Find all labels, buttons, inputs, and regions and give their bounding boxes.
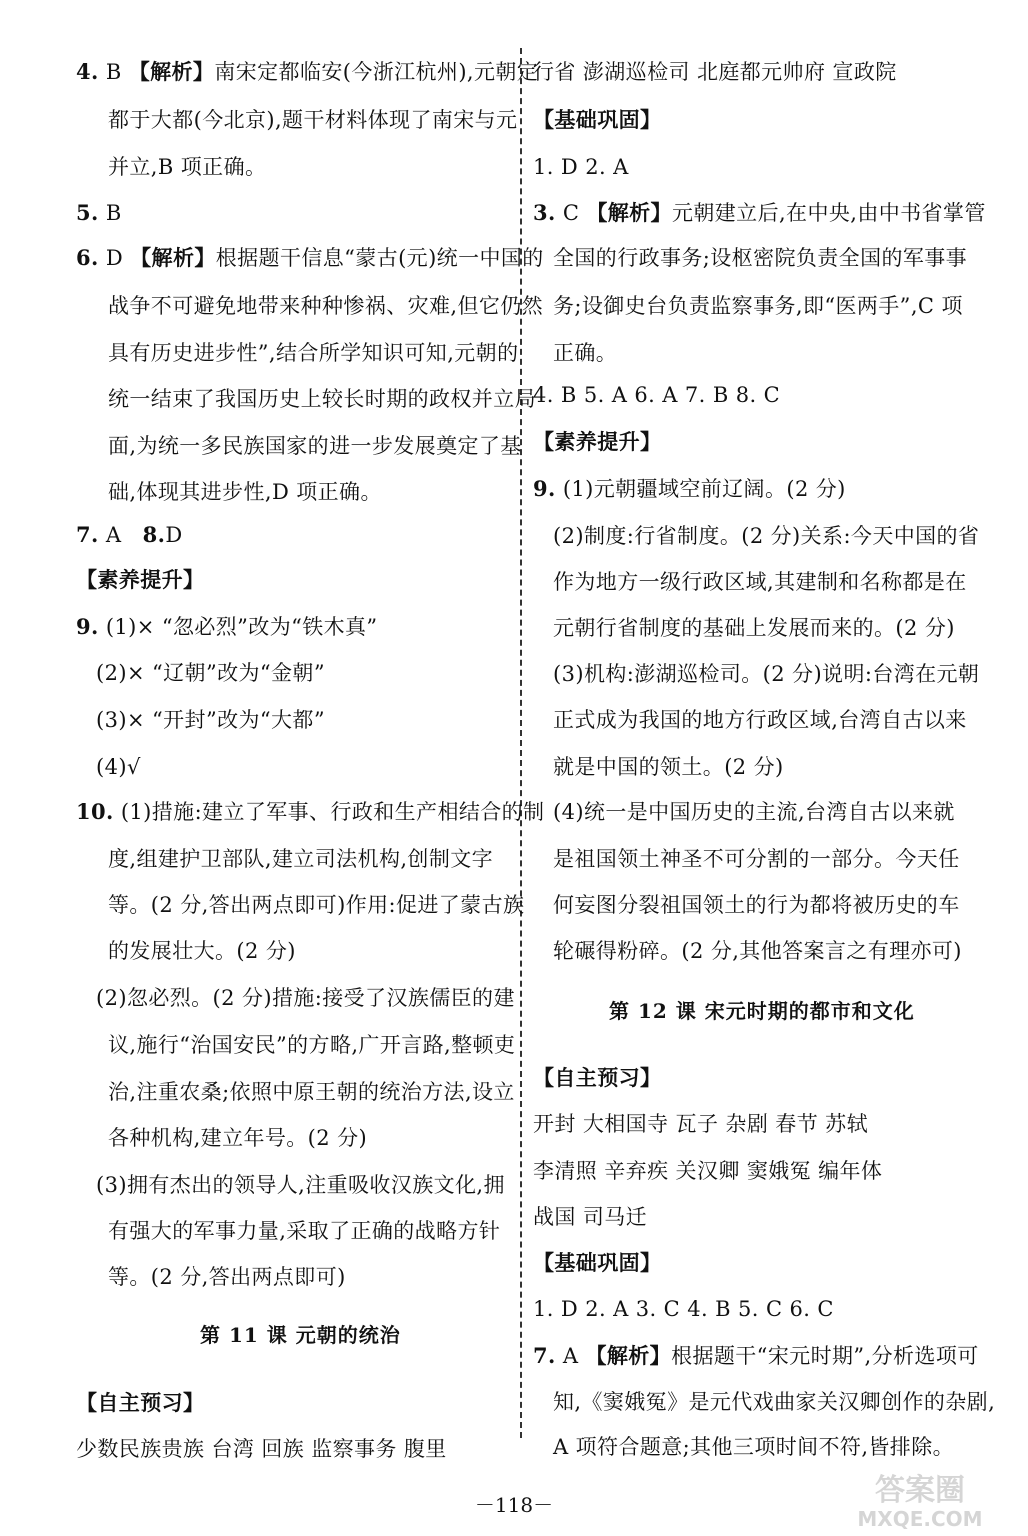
lesson-11-title: 第 11 课 元朝的统治 — [200, 1323, 401, 1347]
q7-line-2: 知,《窦娥冤》是元代戏曲家关汉卿创作的杂剧, — [553, 1390, 996, 1414]
q5-line — [76, 198, 122, 228]
q3-line-1 — [533, 198, 986, 228]
q9-item-1: (1)× “忽必烈”改为“铁木真” — [105, 615, 378, 639]
q10-line-6: 议,施行“治国安民”的方略,广开言路,整顿吏 — [108, 1033, 516, 1057]
section-heading: 【基础巩固】 — [533, 107, 662, 132]
q10-line-11: 等。(2 分,答出两点即可) — [108, 1265, 346, 1289]
q9-item-1: (1)元朝疆域空前辽阔。(2 分) — [562, 477, 846, 501]
q9-line-11: 轮碾得粉碎。(2 分,其他答案言之有理亦可) — [553, 939, 962, 963]
q7-line-3: A 项符合题意;其他三项时间不符,皆排除。 — [553, 1435, 954, 1459]
q10-line-4: 的发展壮大。(2 分) — [108, 939, 296, 963]
q9-item-4: (4)√ — [96, 755, 141, 779]
lesson-12-title: 第 12 课 宋元时期的都市和文化 — [609, 999, 915, 1023]
q5-number: 5. — [76, 200, 99, 225]
q3-line-4: 正确。 — [553, 341, 618, 365]
q7-answer: A — [105, 523, 122, 547]
preview-11-continued: 行省 澎湖巡检司 北庭都元帅府 宣政院 — [533, 60, 897, 84]
q10-text: (1)措施:建立了军事、行政和生产相结合的制 — [120, 800, 545, 824]
q9-line-8: (4)统一是中国历史的主流,台湾自古以来就 — [553, 800, 955, 824]
q10-line-9: (3)拥有杰出的领导人,注重吸收汉族文化,拥 — [96, 1173, 505, 1197]
analysis-tag: 【解析】 — [585, 1343, 672, 1368]
q9-line-10: 何妄图分裂祖国领土的行为都将被历史的车 — [553, 893, 960, 917]
watermark-bottom-text: MXQE.COM — [857, 1507, 983, 1531]
q3-text: 元朝建立后,在中央,由中书省掌管 — [671, 201, 986, 225]
q10-line-1 — [76, 797, 544, 827]
q8-number: 8. — [142, 522, 166, 547]
answers-1-6: 1. D 2. A 3. C 4. B 5. C 6. C — [533, 1297, 834, 1321]
q10-line-5: (2)忽必烈。(2 分)措施:接受了汉族儒臣的建 — [96, 986, 515, 1010]
preview-12-line-2: 李清照 辛弃疾 关汉卿 窦娥冤 编年体 — [533, 1159, 883, 1183]
section-heading: 【自主预习】 — [76, 1390, 205, 1415]
q9-line-3: 作为地方一级行政区域,其建制和名称都是在 — [553, 570, 967, 594]
analysis-tag: 【解析】 — [130, 245, 216, 270]
q10-line-8: 各种机构,建立年号。(2 分) — [108, 1126, 368, 1150]
answers-1-2: 1. D 2. A — [533, 155, 629, 179]
q9-line-5: (3)机构:澎湖巡检司。(2 分)说明:台湾在元朝 — [553, 662, 980, 686]
q9-line-2: (2)制度:行省制度。(2 分)关系:今天中国的省 — [553, 524, 980, 548]
page-number: －118－ — [474, 1493, 554, 1517]
q3-number: 3. — [533, 200, 556, 225]
q8-answer: D — [165, 523, 183, 547]
q6-line-2: 战争不可避免地带来种种惨祸、灾难,但它仍然 — [108, 294, 544, 318]
q9-item-2: (2)× “辽朝”改为“金朝” — [96, 661, 325, 685]
q6-line-1 — [76, 243, 544, 273]
q6-number: 6. — [76, 245, 99, 270]
q3-line-2: 全国的行政事务;设枢密院负责全国的军事事 — [553, 246, 968, 270]
q4-text: 南宋定都临安(今浙江杭州),元朝定 — [214, 60, 539, 84]
q9-number: 9. — [533, 476, 556, 501]
section-heading: 【基础巩固】 — [533, 1250, 662, 1275]
q10-line-2: 度,组建护卫部队,建立司法机构,创制文字 — [108, 847, 494, 871]
q9-number: 9. — [76, 614, 99, 639]
watermark-top-text: 答案圈 — [875, 1473, 965, 1508]
q9-line-9: 是祖国领土神圣不可分割的一部分。今天任 — [553, 847, 960, 871]
q6-line-4: 统一结束了我国历史上较长时期的政权并立局 — [108, 387, 536, 411]
q10-line-3: 等。(2 分,答出两点即可)作用:促进了蒙古族 — [108, 893, 525, 917]
q9-line-1 — [76, 612, 378, 642]
q7-number: 7. — [76, 522, 99, 547]
r-q9-line-1 — [533, 474, 846, 504]
section-heading: 【素养提升】 — [76, 567, 205, 592]
q7-number: 7. — [533, 1343, 556, 1368]
q9-line-7: 就是中国的领土。(2 分) — [553, 755, 784, 779]
q3-answer: C — [562, 201, 580, 225]
q9-line-4: 元朝行省制度的基础上发展而来的。(2 分) — [553, 616, 955, 640]
preview-12-line-1: 开封 大相国寺 瓦子 杂剧 春节 苏轼 — [533, 1112, 868, 1136]
r-q7-line-1 — [533, 1341, 979, 1371]
q10-number: 10. — [76, 799, 114, 824]
q7-text: 根据题干“宋元时期”,分析选项可 — [671, 1344, 979, 1368]
analysis-tag: 【解析】 — [586, 200, 672, 225]
q7-answer: A — [562, 1344, 579, 1368]
q4-line-1 — [76, 57, 538, 87]
section-heading: 【素养提升】 — [533, 429, 662, 454]
q6-line-5: 面,为统一多民族国家的进一步发展奠定了基 — [108, 434, 522, 458]
q6-line-3: 具有历史进步性”,结合所学知识可知,元朝的 — [108, 341, 519, 365]
q3-line-3: 务;设御史台负责监察事务,即“医两手”,C 项 — [553, 294, 963, 318]
q9-item-3: (3)× “开封”改为“大都” — [96, 708, 325, 732]
q9-line-6: 正式成为我国的地方行政区域,台湾自古以来 — [553, 708, 967, 732]
preview-12-line-3: 战国 司马迁 — [533, 1205, 648, 1229]
answers-4-8: 4. B 5. A 6. A 7. B 8. C — [533, 383, 781, 407]
q6-text: 根据题干信息“蒙古(元)统一中国的 — [215, 246, 544, 270]
q6-answer: D — [105, 246, 124, 270]
q4-number: 4. — [76, 59, 99, 84]
q10-line-7: 治,注重农桑;依照中原王朝的统治方法,设立 — [108, 1080, 515, 1104]
q5-answer: B — [105, 201, 122, 225]
q4-answer: B — [105, 60, 122, 84]
q10-line-10: 有强大的军事力量,采取了正确的战略方针 — [108, 1219, 501, 1243]
q6-line-6: 础,体现其进步性,D 项正确。 — [108, 480, 382, 504]
analysis-tag: 【解析】 — [128, 59, 215, 84]
watermark-logo — [820, 1470, 1020, 1532]
q4-line-3: 并立,B 项正确。 — [108, 155, 267, 179]
q4-line-2: 都于大都(今北京),题干材料体现了南宋与元 — [108, 108, 518, 132]
q7-q8-line — [76, 520, 183, 550]
preview-11-line: 少数民族贵族 台湾 回族 监察事务 腹里 — [76, 1437, 447, 1461]
section-heading: 【自主预习】 — [533, 1065, 662, 1090]
